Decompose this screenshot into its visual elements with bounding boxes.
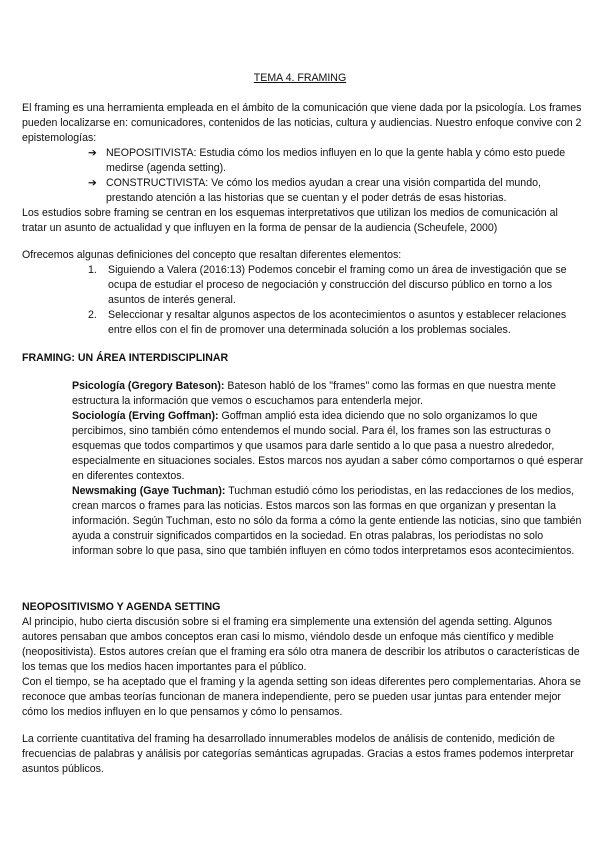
discipline-text: Goffman amplió esta idea diciendo que no solo organizamos lo que percibimos, sino también cómo entendemos el mundo social. Para él, los frames son las estructuras o esquemas que todos compartimos y que usamos para darle sentido a lo que pasa a nuestro alrededor, especialmente en situaciones sociales. Estos marcos nos ayudan a saber cómo comportarnos o qué esperar en diferentes contextos. bbox=[72, 410, 584, 482]
list-number: 2. bbox=[88, 309, 97, 321]
discipline-psicologia bbox=[72, 379, 584, 409]
definitions-intro: Ofrecemos algunas definiciones del concepto que resaltan diferentes elementos: bbox=[22, 249, 402, 261]
page-title: TEMA 4. FRAMING bbox=[253, 72, 347, 84]
epistemology-constructivista: CONSTRUCTIVISTA: Ve cómo los medios ayudan a crear una visión compartida del mundo, prestando atención a las historias que se cuentan y el poder detrás de esas historias. bbox=[106, 177, 541, 204]
list-item bbox=[88, 263, 588, 308]
intro-paragraph: El framing es una herramienta empleada en el ámbito de la comunicación que viene dada por la psicología. Los frames pueden localizarse en: comunicadores, contenidos de las noticias, cultura y audiencias. Nuestro enfoque convive con 2 epistemologías: bbox=[22, 102, 582, 144]
neopositivismo-paragraph-2: Con el tiempo, se ha aceptado que el framing y la agenda setting son ideas diferentes pero complementarias. Ahora se reconoce que ambas teorías funcionan de manera independiente, pero se pueden usar juntas para entender mejor cómo los medios influyen en lo que pensamos y cómo lo pensamos. bbox=[22, 676, 581, 718]
studies-paragraph: Los estudios sobre framing se centran en los esquemas interpretativos que utilizan los medios de comunicación al tratar un asunto de actualidad y que influyen en la forma de pensar de la audiencia (Scheufele, 2000) bbox=[22, 207, 558, 234]
list-item bbox=[88, 176, 578, 206]
neopositivismo-paragraph-3: La corriente cuantitativa del framing ha desarrollado innumerables modelos de análisis de contenido, medición de frecuencias de palabras y análisis por categorías semánticas agrupadas. Gracias a estos frames podemos interpretar asuntos públicos. bbox=[22, 733, 574, 775]
arrow-icon: ➔ bbox=[88, 177, 97, 189]
section-heading-neopositivismo: NEOPOSITIVISMO Y AGENDA SETTING bbox=[22, 601, 221, 613]
definition-text: Siguiendo a Valera (2016:13) Podemos concebir el framing como un área de investigación que se ocupa de estudiar el proceso de negociación y construcción del discurso público en torno a los asuntos de interés general. bbox=[108, 264, 567, 306]
discipline-newsmaking bbox=[72, 484, 584, 559]
definition-text: Seleccionar y resaltar algunos aspectos de los acontecimientos o asuntos y establecer relaciones entre ellos con el fin de promover una determinada solución a los problemas sociales. bbox=[108, 309, 567, 336]
list-item bbox=[88, 308, 588, 338]
discipline-text: Bateson habló de los "frames" como las formas en que nuestra mente estructura la información que vemos o escuchamos para entenderla mejor. bbox=[72, 380, 556, 407]
discipline-text: Tuchman estudió cómo los periodistas, en las redacciones de los medios, crean marcos o frames para las noticias. Estos marcos son las formas en que organizan y presentan la información. Según Tuchman, esto no sólo da forma a cómo la gente entiende las noticias, sino que también ayuda a construir significados compartidos en la sociedad. En otras palabras, los periodistas no solo informan sobre lo que pasa, sino que también influyen en cómo todos interpretamos esos acontecimientos. bbox=[72, 485, 582, 557]
discipline-label: Psicología (Gregory Bateson): bbox=[72, 380, 225, 392]
section-heading-framing: FRAMING: UN ÁREA INTERDISCIPLINAR bbox=[22, 352, 229, 364]
discipline-label: Newsmaking (Gaye Tuchman): bbox=[72, 485, 226, 497]
epistemology-neopositivista: NEOPOSITIVISTA: Estudia cómo los medios influyen en lo que la gente habla y cómo esto puede medirse (agenda setting). bbox=[106, 147, 566, 174]
list-item bbox=[88, 146, 578, 176]
neopositivismo-paragraph-1: Al principio, hubo cierta discusión sobre si el framing era simplemente una extensión del agenda setting. Algunos autores pensaban que ambos conceptos eran casi lo mismo, viéndolo desde un enfoque más científico y medible (neopositivista). Estos autores creían que el framing era sólo otra manera de describir los atributos o características de los temas que los medios hacen importantes para el público. bbox=[22, 616, 580, 673]
arrow-icon: ➔ bbox=[88, 147, 97, 159]
discipline-sociologia bbox=[72, 409, 584, 484]
discipline-label: Sociología (Erving Goffman): bbox=[72, 410, 219, 422]
list-number: 1. bbox=[88, 264, 97, 276]
